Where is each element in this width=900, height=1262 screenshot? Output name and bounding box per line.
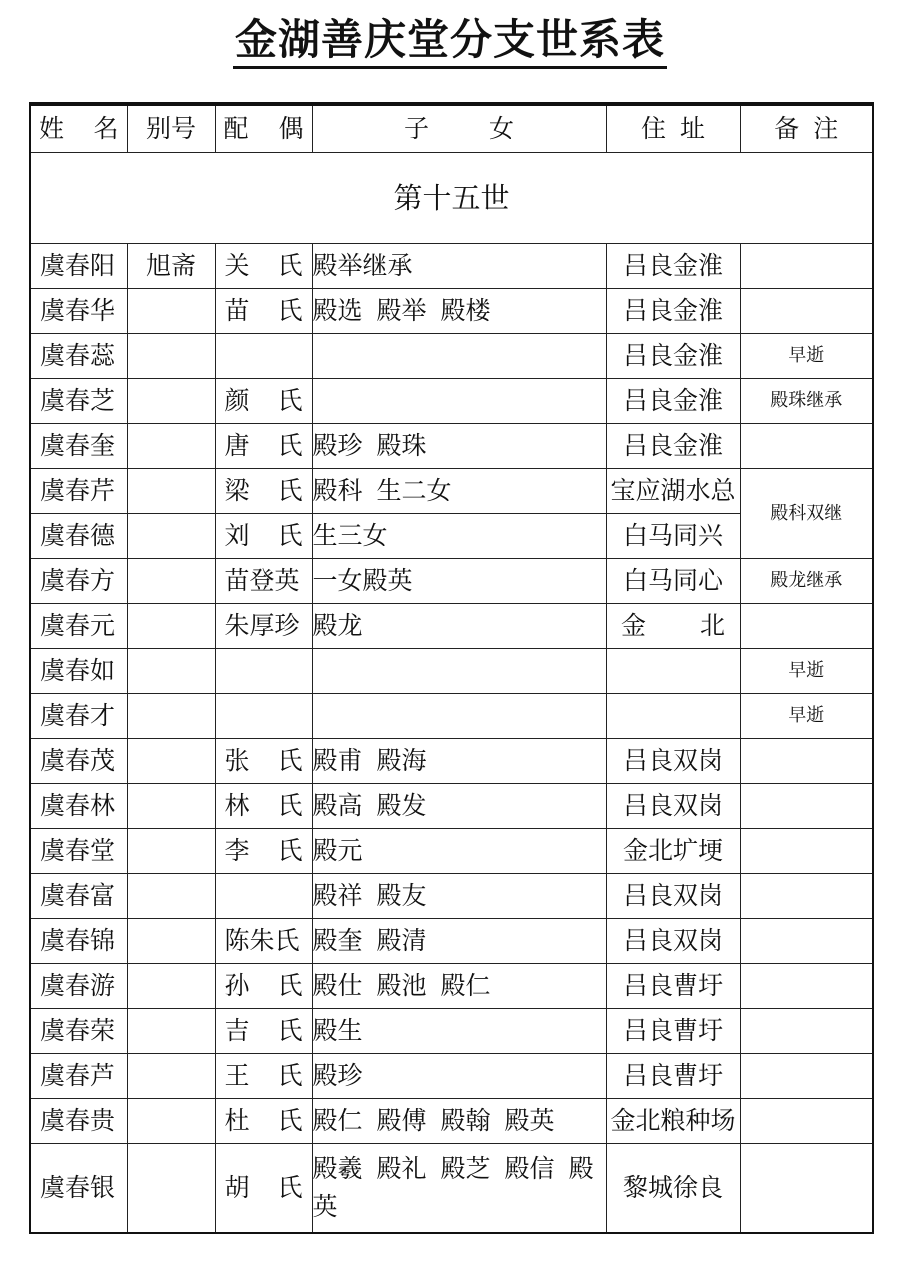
note-cell	[740, 964, 873, 1009]
child-name: 殿仕	[312, 971, 363, 1000]
note-cell: 殿龙继承	[740, 559, 873, 604]
person-alias	[127, 874, 215, 919]
spouse-name	[225, 1106, 303, 1136]
header-address: 住 址	[606, 104, 740, 153]
person-name: 虞春贵	[30, 1099, 127, 1144]
note-cell	[740, 1099, 873, 1144]
children-cell	[312, 424, 606, 469]
address-cell: 金北粮种场	[606, 1099, 740, 1144]
spouse-cell	[215, 1144, 312, 1234]
person-alias	[127, 649, 215, 694]
child-name: 殿发	[376, 791, 427, 820]
child-name: 殿龙	[312, 611, 363, 640]
children-cell	[312, 1099, 606, 1144]
person-name: 虞春如	[30, 649, 127, 694]
spouse-char: 王	[224, 1061, 250, 1090]
person-alias	[127, 334, 215, 379]
header-note: 备 注	[740, 104, 873, 153]
note-cell	[740, 829, 873, 874]
spouse-cell	[215, 964, 312, 1009]
spouse-name	[225, 1016, 303, 1046]
person-name: 虞春荣	[30, 1009, 127, 1054]
child-name: 一女殿英	[312, 566, 413, 595]
spouse-char: 氏	[277, 1016, 303, 1045]
spouse-name: 苗登英	[224, 566, 300, 595]
person-alias	[127, 1099, 215, 1144]
table-row	[30, 964, 873, 1009]
table-row	[30, 739, 873, 784]
note-cell	[740, 244, 873, 289]
child-name: 殿礼	[376, 1154, 427, 1183]
child-name: 殿英	[312, 1154, 594, 1221]
note-cell: 早逝	[740, 334, 873, 379]
spouse-name	[225, 1061, 303, 1091]
child-name: 殿仁	[440, 971, 491, 1000]
address-cell: 吕良双岗	[606, 739, 740, 784]
spouse-char: 氏	[277, 296, 303, 325]
children-cell	[312, 694, 606, 739]
address-cell: 吕良金淮	[606, 424, 740, 469]
person-alias	[127, 424, 215, 469]
address-cell: 吕良曹圩	[606, 1054, 740, 1099]
spouse-char: 氏	[277, 1106, 303, 1135]
spouse-name	[225, 251, 303, 281]
spouse-char: 氏	[277, 521, 303, 550]
person-name: 虞春锦	[30, 919, 127, 964]
table-row	[30, 604, 873, 649]
note-cell	[740, 424, 873, 469]
children-cell	[312, 739, 606, 784]
document-title: 金湖善庆堂分支世系表	[233, 14, 667, 69]
table-row	[30, 334, 873, 379]
table-row	[30, 1054, 873, 1099]
address-cell: 白马同兴	[606, 514, 740, 559]
spouse-char: 氏	[277, 1061, 303, 1090]
spouse-cell	[215, 874, 312, 919]
child-name: 殿举继承	[312, 251, 413, 280]
person-name: 虞春芦	[30, 1054, 127, 1099]
header-children: 子 女	[312, 104, 606, 153]
spouse-char: 胡	[224, 1173, 250, 1202]
spouse-char: 林	[224, 791, 250, 820]
spouse-char: 氏	[277, 431, 303, 460]
header-name: 姓 名	[30, 104, 127, 153]
header-alias: 别号	[127, 104, 215, 153]
children-cell	[312, 289, 606, 334]
child-name: 殿英	[504, 1106, 555, 1135]
note-cell	[740, 289, 873, 334]
spouse-cell	[215, 1099, 312, 1144]
address-cell: 吕良金淮	[606, 244, 740, 289]
spouse-char: 梁	[224, 476, 250, 505]
child-name: 殿仁	[312, 1106, 363, 1135]
person-alias	[127, 469, 215, 514]
table-row	[30, 874, 873, 919]
spouse-cell	[215, 784, 312, 829]
child-name: 殿翰	[440, 1106, 491, 1135]
person-name: 虞春华	[30, 289, 127, 334]
person-name: 虞春阳	[30, 244, 127, 289]
child-name: 殿清	[376, 926, 427, 955]
address-cell: 宝应湖水总	[606, 469, 740, 514]
spouse-cell	[215, 334, 312, 379]
person-name: 虞春才	[30, 694, 127, 739]
person-name: 虞春元	[30, 604, 127, 649]
person-alias	[127, 784, 215, 829]
person-name: 虞春芹	[30, 469, 127, 514]
spouse-name: 朱厚珍	[224, 611, 300, 640]
spouse-name	[225, 476, 303, 506]
child-name: 殿生	[312, 1016, 363, 1045]
person-name: 虞春蕊	[30, 334, 127, 379]
table-row	[30, 694, 873, 739]
spouse-char: 孙	[224, 971, 250, 1000]
child-name: 殿甫	[312, 746, 363, 775]
spouse-char: 氏	[277, 251, 303, 280]
spouse-name	[225, 386, 303, 416]
children-cell	[312, 649, 606, 694]
person-alias	[127, 694, 215, 739]
person-alias	[127, 514, 215, 559]
child-name: 殿高	[312, 791, 363, 820]
spouse-cell	[215, 469, 312, 514]
spouse-name	[225, 1173, 303, 1203]
note-cell	[740, 1144, 873, 1234]
spouse-name	[225, 791, 303, 821]
spouse-name	[225, 296, 303, 326]
spouse-char: 氏	[277, 836, 303, 865]
child-name: 殿傅	[376, 1106, 427, 1135]
person-name: 虞春富	[30, 874, 127, 919]
person-name: 虞春堂	[30, 829, 127, 874]
address-cell: 吕良双岗	[606, 784, 740, 829]
spouse-char: 吉	[224, 1016, 250, 1045]
person-alias	[127, 1054, 215, 1099]
spouse-cell	[215, 739, 312, 784]
person-alias	[127, 1009, 215, 1054]
spouse-char: 唐	[224, 431, 250, 460]
children-cell	[312, 514, 606, 559]
child-name: 殿选	[312, 296, 363, 325]
note-cell	[740, 874, 873, 919]
address-cell: 吕良金淮	[606, 334, 740, 379]
spouse-char: 氏	[277, 746, 303, 775]
person-alias	[127, 289, 215, 334]
children-cell	[312, 604, 606, 649]
spouse-char: 苗	[224, 296, 250, 325]
note-cell: 殿珠继承	[740, 379, 873, 424]
address-cell: 吕良双岗	[606, 919, 740, 964]
document-title-wrap	[0, 14, 900, 69]
table-row	[30, 559, 873, 604]
spouse-cell	[215, 604, 312, 649]
table-row	[30, 469, 873, 514]
note-cell	[740, 919, 873, 964]
child-name: 殿池	[376, 971, 427, 1000]
table-row	[30, 919, 873, 964]
address-cell: 吕良双岗	[606, 874, 740, 919]
spouse-name	[225, 836, 303, 866]
header-spouse: 配 偶	[215, 104, 312, 153]
child-name: 殿科	[312, 476, 363, 505]
spouse-char: 氏	[277, 791, 303, 820]
person-name: 虞春银	[30, 1144, 127, 1234]
person-alias	[127, 919, 215, 964]
child-name: 殿珍	[312, 1061, 363, 1090]
child-name: 殿友	[376, 881, 427, 910]
table-row	[30, 784, 873, 829]
person-name: 虞春游	[30, 964, 127, 1009]
spouse-char: 张	[224, 746, 250, 775]
generation-label: 第十五世	[30, 153, 873, 244]
child-name: 殿举	[376, 296, 427, 325]
child-name: 殿元	[312, 836, 363, 865]
genealogy-table	[29, 102, 874, 1234]
child-name: 生二女	[376, 476, 452, 505]
children-cell	[312, 379, 606, 424]
spouse-cell	[215, 1009, 312, 1054]
children-cell	[312, 334, 606, 379]
table-row	[30, 244, 873, 289]
header-row	[30, 104, 873, 153]
person-name: 虞春方	[30, 559, 127, 604]
spouse-name: 陈朱氏	[224, 926, 300, 955]
note-cell: 早逝	[740, 649, 873, 694]
person-name: 虞春林	[30, 784, 127, 829]
person-alias	[127, 604, 215, 649]
person-name: 虞春奎	[30, 424, 127, 469]
children-cell	[312, 874, 606, 919]
spouse-cell	[215, 649, 312, 694]
address-cell	[606, 694, 740, 739]
table-row	[30, 1144, 873, 1234]
spouse-char: 李	[224, 836, 250, 865]
person-alias	[127, 559, 215, 604]
person-alias	[127, 829, 215, 874]
children-cell	[312, 964, 606, 1009]
note-cell	[740, 1054, 873, 1099]
spouse-cell	[215, 514, 312, 559]
spouse-cell	[215, 379, 312, 424]
children-cell	[312, 1144, 606, 1234]
children-cell	[312, 559, 606, 604]
spouse-char: 氏	[277, 1173, 303, 1202]
spouse-cell	[215, 829, 312, 874]
address-cell: 金北圹埂	[606, 829, 740, 874]
spouse-char: 刘	[224, 521, 250, 550]
note-cell	[740, 784, 873, 829]
child-name: 殿芝	[440, 1154, 491, 1183]
address-cell: 白马同心	[606, 559, 740, 604]
spouse-cell	[215, 1054, 312, 1099]
child-name: 殿奎	[312, 926, 363, 955]
children-cell	[312, 784, 606, 829]
spouse-cell	[215, 424, 312, 469]
person-name: 虞春德	[30, 514, 127, 559]
note-cell: 殿科双继	[740, 469, 873, 559]
children-cell	[312, 919, 606, 964]
note-cell: 早逝	[740, 694, 873, 739]
table-row	[30, 424, 873, 469]
spouse-char: 氏	[277, 386, 303, 415]
children-cell	[312, 244, 606, 289]
child-name: 殿珠	[376, 431, 427, 460]
spouse-cell	[215, 289, 312, 334]
person-name: 虞春茂	[30, 739, 127, 784]
children-cell	[312, 1054, 606, 1099]
address-cell: 吕良金淮	[606, 289, 740, 334]
address-cell: 黎城徐良	[606, 1144, 740, 1234]
child-name: 殿楼	[440, 296, 491, 325]
person-alias	[127, 1144, 215, 1234]
spouse-name	[225, 971, 303, 1001]
note-cell	[740, 739, 873, 784]
address-char: 金	[620, 611, 646, 640]
spouse-cell	[215, 919, 312, 964]
table-row	[30, 829, 873, 874]
spouse-name	[225, 431, 303, 461]
children-cell	[312, 469, 606, 514]
note-cell	[740, 604, 873, 649]
person-alias	[127, 964, 215, 1009]
child-name: 殿祥	[312, 881, 363, 910]
person-alias	[127, 739, 215, 784]
spouse-char: 颜	[224, 386, 250, 415]
child-name: 生三女	[312, 521, 388, 550]
note-cell	[740, 1009, 873, 1054]
child-name: 殿海	[376, 746, 427, 775]
person-name: 虞春芝	[30, 379, 127, 424]
children-cell	[312, 829, 606, 874]
spouse-cell	[215, 694, 312, 739]
address-char: 北	[700, 611, 726, 640]
person-alias: 旭斋	[127, 244, 215, 289]
child-name: 殿信	[504, 1154, 555, 1183]
table-row	[30, 1009, 873, 1054]
spouse-name	[225, 521, 303, 551]
children-cell	[312, 1009, 606, 1054]
spouse-char: 氏	[277, 476, 303, 505]
spouse-char: 关	[224, 251, 250, 280]
table-row	[30, 379, 873, 424]
table-row	[30, 1099, 873, 1144]
spouse-cell	[215, 244, 312, 289]
table-row	[30, 289, 873, 334]
address-cell: 吕良金淮	[606, 379, 740, 424]
address-cell: 吕良曹圩	[606, 1009, 740, 1054]
child-name: 殿羲	[312, 1154, 363, 1183]
address-cell	[606, 649, 740, 694]
spouse-cell	[215, 559, 312, 604]
person-alias	[127, 379, 215, 424]
address-cell: 吕良曹圩	[606, 964, 740, 1009]
spouse-char: 氏	[277, 971, 303, 1000]
table-row	[30, 649, 873, 694]
child-name: 殿珍	[312, 431, 363, 460]
generation-row	[30, 153, 873, 244]
spouse-char: 杜	[224, 1106, 250, 1135]
spouse-name	[225, 746, 303, 776]
address-cell	[606, 604, 740, 649]
